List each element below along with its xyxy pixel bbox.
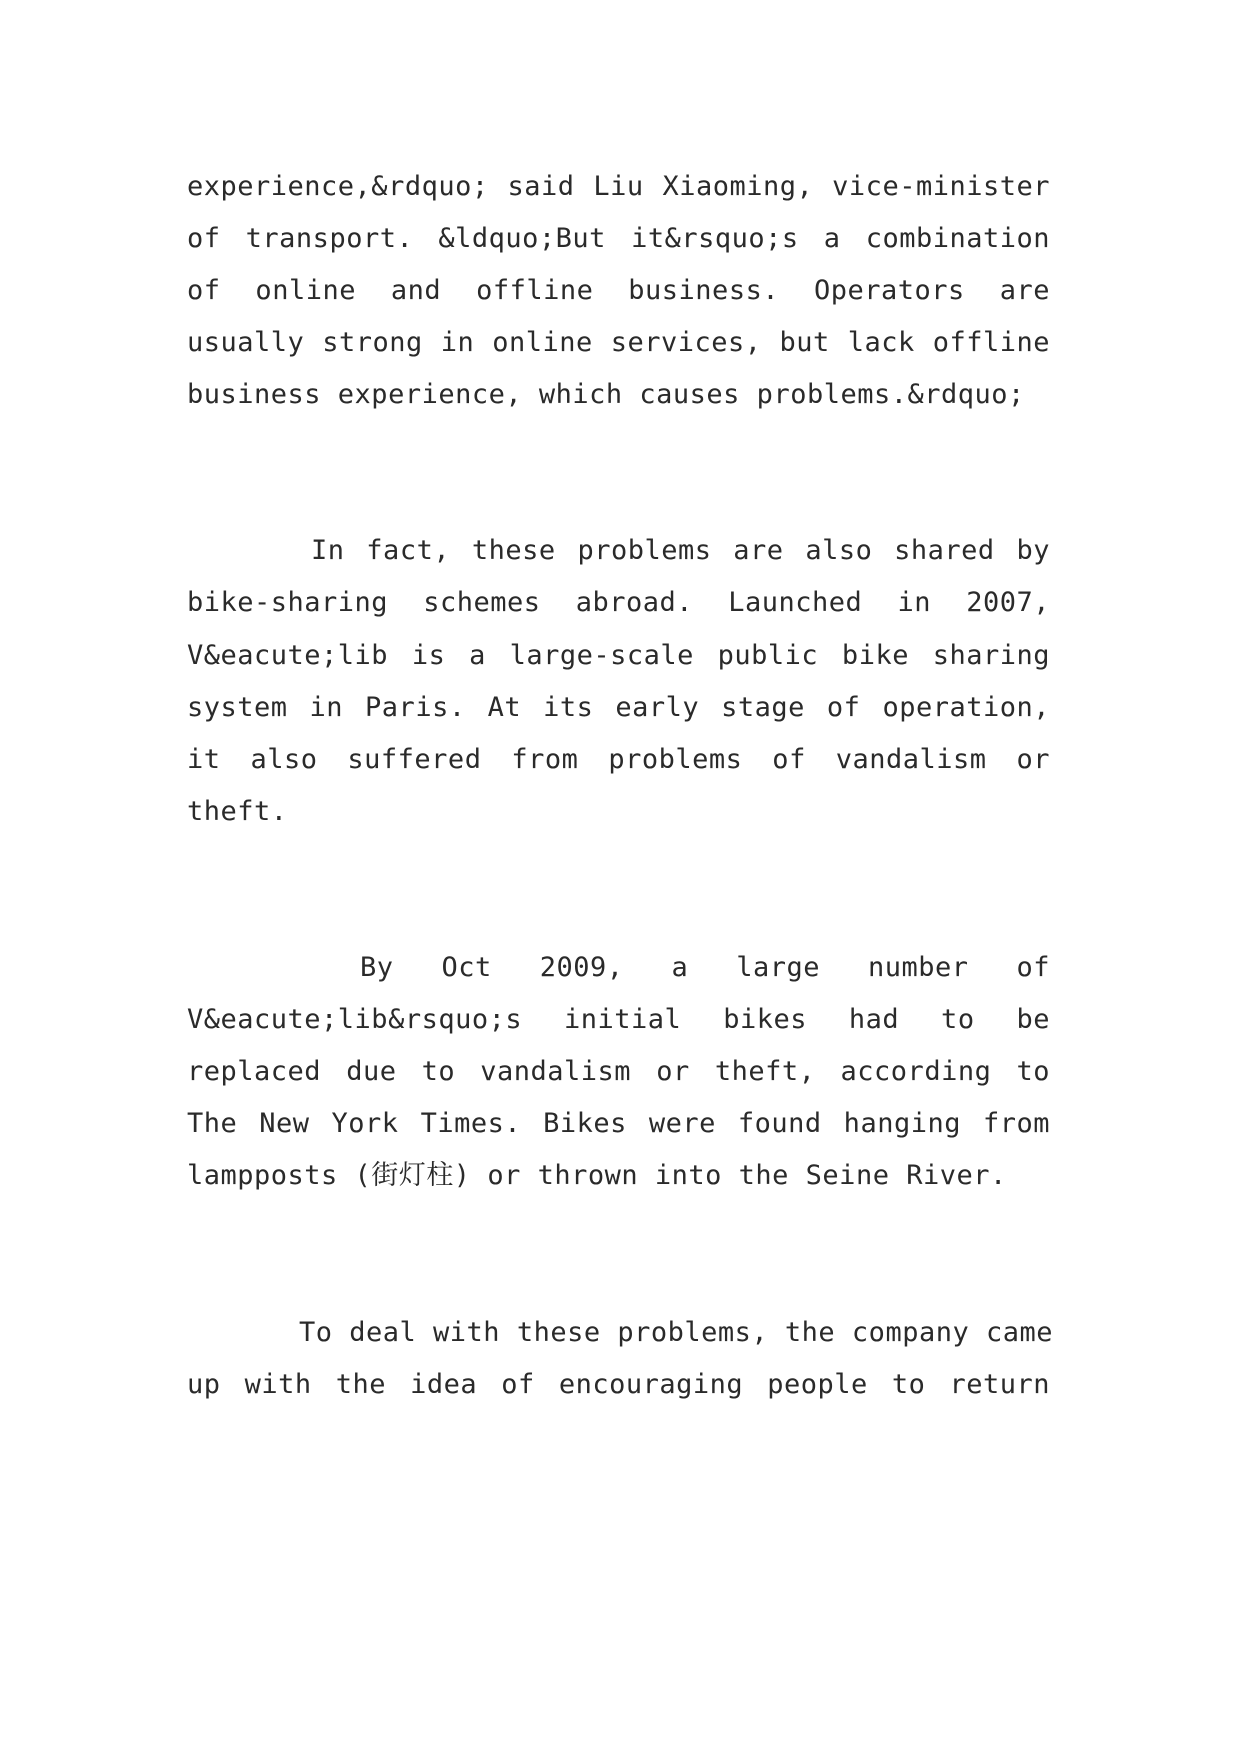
paragraph-3-line-1: By Oct 2009, a large number of [360,952,1050,983]
paragraph-2-line-6: theft. [187,796,288,827]
paragraph-1-line-4: usually strong in online services, but lack offline [187,327,1050,358]
paragraph-1-line-3: of online and offline business. Operators are [187,275,1050,306]
paragraph-2-line-5: it also suffered from problems of vandalism or [187,744,1050,775]
paragraph-4-line-2: up with the idea of encouraging people to return [187,1369,1050,1400]
paragraph-1-line-2: of transport. &ldquo;But it&rsquo;s a combination [187,223,1050,254]
paragraph-3-line-3: replaced due to vandalism or theft, according to [187,1056,1050,1087]
paragraph-2-line-4: system in Paris. At its early stage of operation, [187,692,1050,723]
paragraph-3-line-4: The New York Times. Bikes were found hanging from [187,1108,1050,1139]
paragraph-2-line-3: V&eacute;lib is a large-scale public bike sharing [187,640,1050,671]
paragraph-2-line-2: bike-sharing schemes abroad. Launched in 2007, [187,587,1050,618]
paragraph-2-line-1: In fact, these problems are also shared by [311,535,1050,566]
paragraph-1-line-5: business experience, which causes problems.&rdquo; [187,379,1025,410]
paragraph-4-line-1: To deal with these problems, the company came [299,1317,1053,1348]
paragraph-3-line-5: lampposts (街灯柱) or thrown into the Seine River. [187,1160,1007,1191]
paragraph-1-line-1: experience,&rdquo; said Liu Xiaoming, vice-minister [187,171,1050,202]
paragraph-3-line-2: V&eacute;lib&rsquo;s initial bikes had to be [187,1004,1050,1035]
